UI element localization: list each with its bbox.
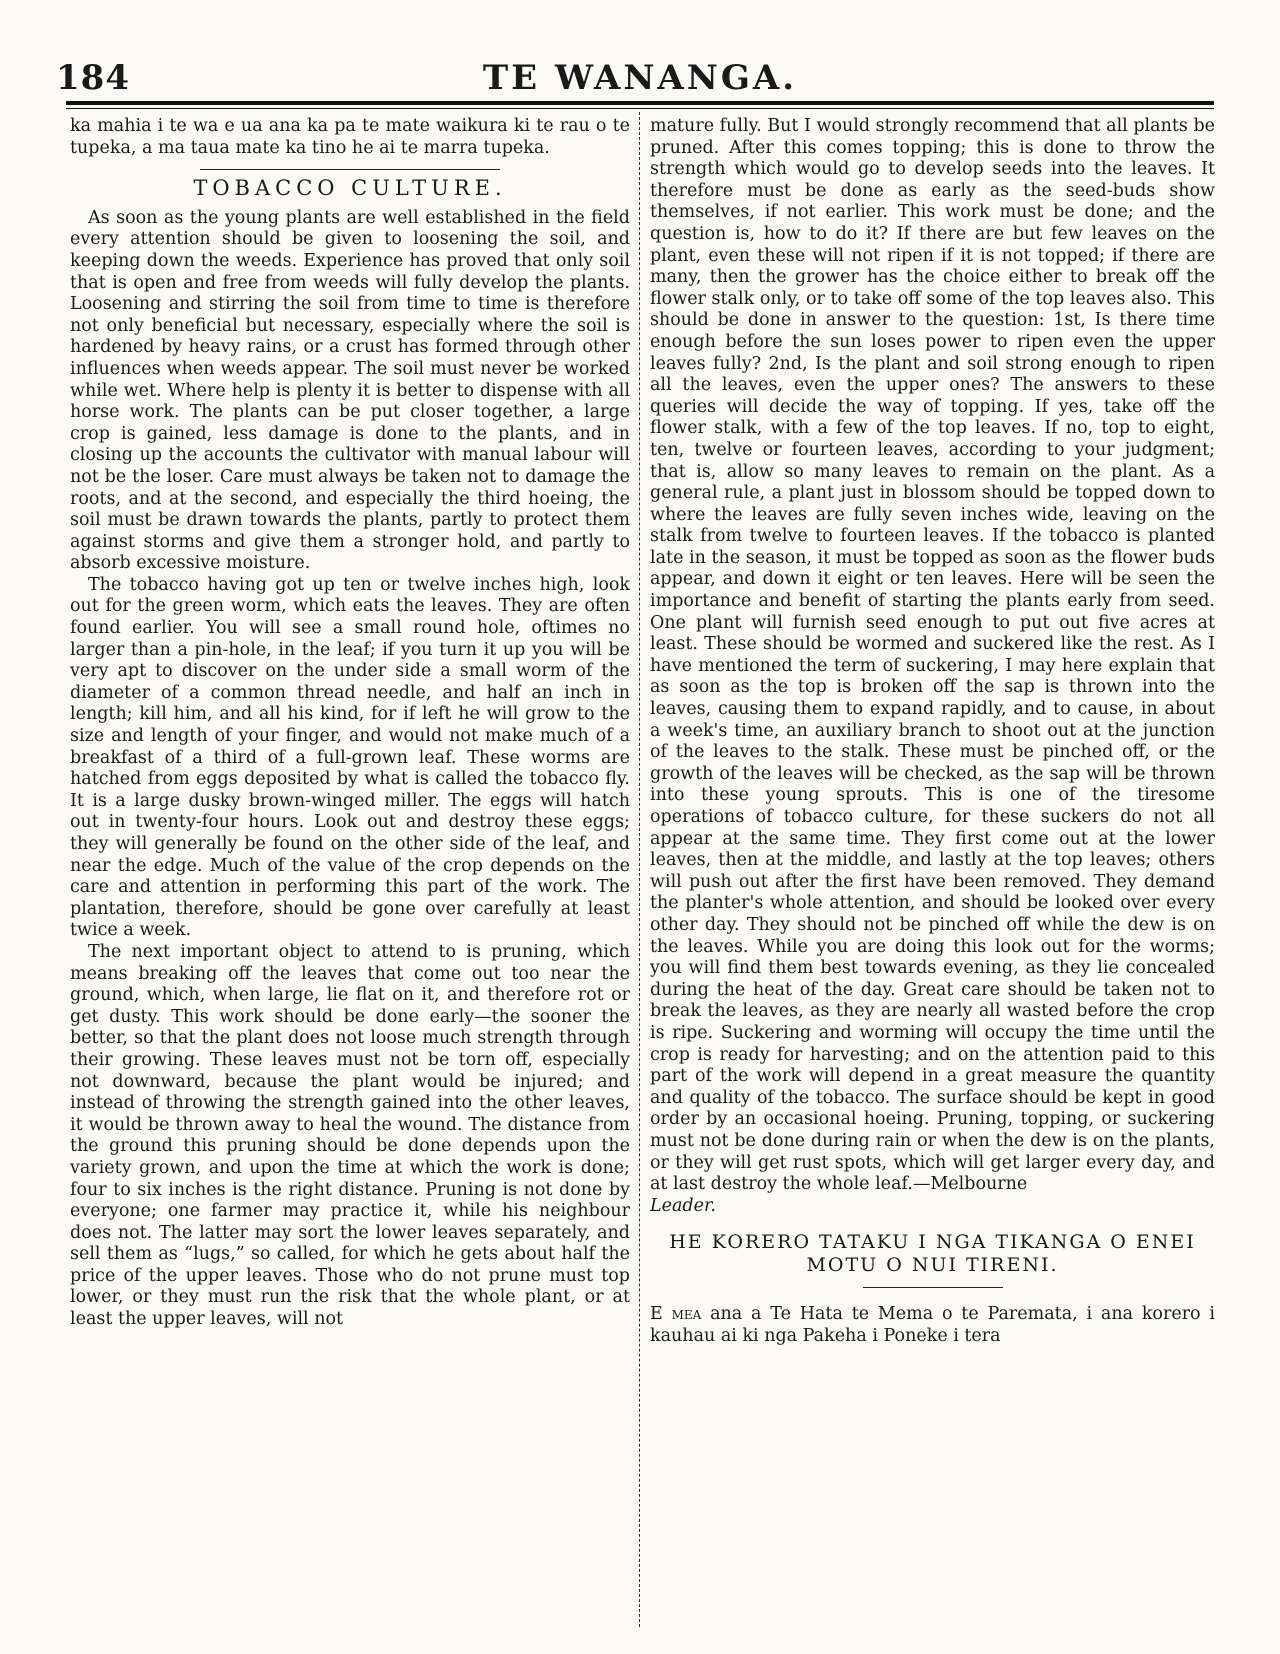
maori-opening-paragraph: ka mahia i te wa e ua ana ka pa te mate waikura ki te rau o te tupeka, a ma taua mate ka tino he ai te marra tupeka. — [70, 116, 630, 158]
header-rule-thick — [66, 101, 1214, 105]
article-heading-korero: HE KORERO TATAKU I NGA TIKANGA O ENEI MOTU O NUI TIRENI. — [669, 1231, 1196, 1277]
page-number: 184 — [56, 58, 130, 98]
drop-cap-words: E mea — [650, 1304, 702, 1325]
article-paragraph: The tobacco having got up ten or twelve inches high, look out for the green worm, which eats the leaves. They are often found earlier. You will see a small round hole, oftimes no larger than a pin-hole, in the leaf; if you turn it up you will be very apt to discover on the under side a small worm of the diameter of a common thread needle, and half an inch in length; kill him, and all his kind, for if left he will grow to the size and length of your finger, and would not make much of a breakfast of a third of a full-grown leaf. These worms are hatched from eggs deposited by what is called the tobacco fly. It is a large dusky brown-winged miller. The eggs will hatch out in twenty-four hours. Look out and destroy these eggs; they will generally be found on the other side of the leaf, and near the edge. Much of the value of the crop depends on the care and attention in performing this part of the work. The plantation, therefore, should be gone over carefully at least twice a week. — [70, 574, 630, 941]
maori-article-paragraph — [650, 1304, 1215, 1347]
article-heading-tobacco-culture — [70, 169, 630, 200]
article-source: Leader. — [650, 1195, 716, 1216]
maori-article-text: ana a Te Hata te Mema o te Paremata, i ana korero i kauhau ai ki nga Pakeha i Poneke i tera — [650, 1304, 1215, 1346]
section-rule — [863, 1287, 1003, 1288]
article-paragraph: As soon as the young plants are well established in the field every attention should be given to loosening the soil, and keeping down the weeds. Experience has proved that only soil that is open and free from weeds will fully develop the plants. Loosening and stirring the soil from time to time is therefore not only beneficial but necessary, especially where the soil is hardened by heavy rains, or a crust has formed through other influences when weeds appear. The soil must never be worked while wet. Where help is plenty it is better to dispense with all horse work. The plants can be put closer together, a large crop is gained, less damage is done to the plants, and in closing up the accounts the cultivator with manual labour will not be the loser. Care must always be taken not to damage the roots, and at the second, and especially the third hoeing, the soil must be drawn towards the plants, partly to protect them against storms and give them a stronger hold, and partly to absorb excessive moisture. — [70, 207, 630, 574]
article-paragraph — [650, 116, 1215, 1217]
right-column — [650, 116, 1215, 1347]
header-rule-thin — [66, 108, 1214, 109]
left-column — [70, 116, 630, 1331]
article-paragraph: The next important object to attend to is pruning, which means breaking off the leaves that come out too near the ground, which, when large, lie flat on it, and therefore rot or get dusty. This work should be done early—the sooner the better, so that the plant does not loose much strength through their growing. These leaves must not be torn off, especially not downward, because the plant would be injured; and instead of throwing the strength gained into the other leaves, it would be thrown away to heal the wound. The distance from the ground this pruning should be done depends upon the variety grown, and upon the time at which the work is done; four to six inches is the right distance. Pruning is not done by everyone; one farmer may practice it, while his neighbour does not. The latter may sort the lower leaves separately, and sell them as “lugs,” so called, for which he gets about half the price of the upper leaves. Those who do not prune must top lower, or they must run the risk that the whole plant, or at least the upper leaves, will not — [70, 941, 630, 1330]
newspaper-title: TE WANANGA. — [482, 58, 798, 98]
heading-text: TOBACCO CULTURE. — [193, 176, 507, 201]
article-paragraph-text: mature fully. But I would strongly recommend that all plants be pruned. After this comes topping; this is done to throw the strength which would go to develop seeds into the leaves. It therefore must be done as early as the seed-buds show themselves, if not earlier. This work must be done; and the question is, how to do it? If there are but few leaves on the plant, even these will not ripen if it is not topped; if there are many, then the grower has the choice either to break off the flower stalk only, or to take off some of the top leaves also. This should be done in answer to the question: 1st, Is there time enough before the sun loses power to ripen even the upper leaves fully? 2nd, Is the plant and soil strong enough to ripen all the leaves, even the upper ones? The answers to these queries will decide the way of topping. If yes, take off the flower stalk, with a few of the top leaves. If no, top to eight, ten, twelve or fourteen leaves, according to your judgment; that is, allow so many leaves to remain on the plant. As a general rule, a plant just in blossom should be topped down to where the leaves are fully seven inches wide, leaving on the stalk from twelve to fourteen leaves. If the tobacco is planted late in the season, it must be topped as soon as the flower buds appear, and down it eight or ten leaves. Here will be seen the importance and benefit of starting the plants early from seed. One plant will furnish seed enough to put out five acres at least. These should be wormed and suckered like the rest. As I have mentioned the term of suckering, I may here explain that as soon as the top is broken off the sap is thrown into the leaves, causing them to expand rapidly, and to cause, in about a week's time, an auxiliary branch to shoot out at the junction of the leaves to the stalk. These must be pinched off, or the growth of the leaves will be checked, as the sap will be thrown into these young sprouts. This is one of the tiresome operations of tobacco culture, for these suckers do not all appear at the same time. They first come out at the lower leaves, then at the middle, and lastly at the top leaves; others will push out after the first have been removed. They demand the planter's whole attention, and should be looked over every other day. They should not be pinched off while the dew is on the leaves. While you are doing this look out for the worms; you will find them best towards evening, as they lie concealed during the heat of the day. Great care should be taken not to break the leaves, as they are nearly all wasted before the crop is ripe. Suckering and worming will occupy the time until the crop is ready for harvesting; and on the attention paid to this part of the work will depend in a great measure the quantity and quality of the tobacco. The surface should be kept in good order by an occasional hoeing. Pruning, topping, or suckering must not be done during rain or when the dew is on the plants, or they will get rust spots, which will get larger every day, and at last destroy the whole leaf.—Melbourne — [650, 116, 1215, 1195]
heading-rule — [200, 169, 500, 170]
column-divider — [639, 112, 640, 1627]
